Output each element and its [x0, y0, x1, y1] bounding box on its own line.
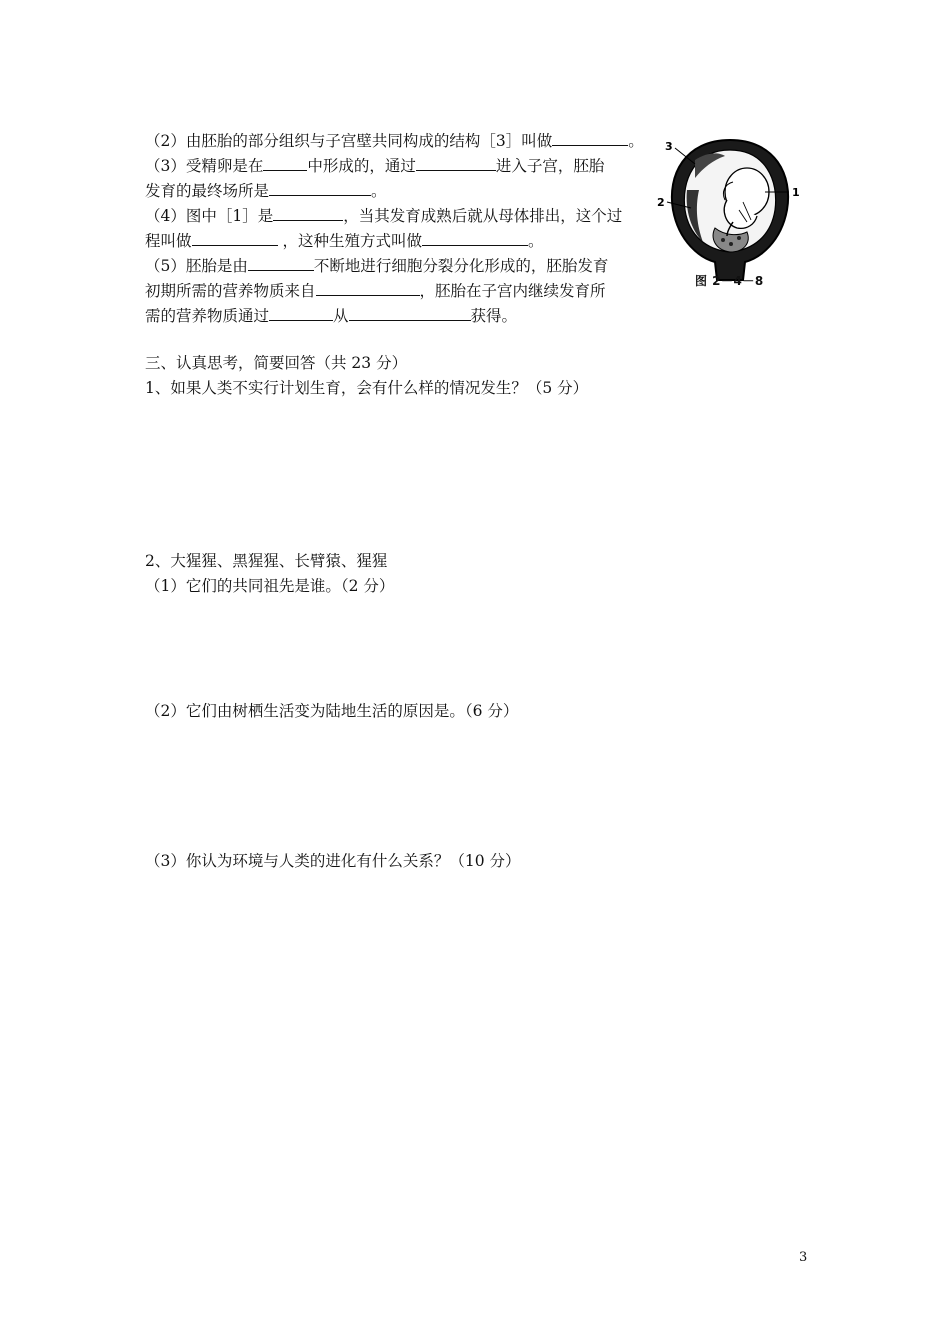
question-text: 程叫做	[145, 232, 192, 250]
question-3-line-1	[145, 155, 604, 176]
question-5-line-2	[145, 280, 606, 301]
section-3-question-2-2: （2）它们由树栖生活变为陆地生活的原因是。（6 分）	[145, 702, 519, 720]
answer-blank[interactable]	[263, 155, 307, 171]
question-text: （4）图中［1］是	[145, 207, 274, 225]
question-4-line-2	[145, 230, 543, 251]
question-text: ，当其发育成熟后就从母体排出，这个过	[343, 207, 623, 225]
question-4-line-1	[145, 205, 622, 226]
question-text: （5）胚胎是由	[145, 257, 248, 275]
question-text: （3）受精卵是在	[145, 157, 264, 175]
fetus-in-uterus-illustration	[655, 130, 805, 290]
label-3: 3	[665, 140, 673, 153]
question-text: 不断地进行细胞分裂分化形成的，胚胎发育	[313, 257, 609, 275]
section-3-question-1: 1、如果人类不实行计划生育，会有什么样的情况发生？（5 分）	[145, 379, 589, 397]
question-5-line-3	[145, 305, 517, 326]
answer-blank[interactable]	[192, 230, 278, 246]
section-3-question-2-3: （3）你认为环境与人类的进化有什么关系？（10 分）	[145, 852, 521, 870]
question-2-line-1	[145, 130, 644, 151]
section-3-question-2: 2、大猩猩、黑猩猩、长臂猿、猩猩	[145, 552, 388, 570]
label-1: 1	[792, 186, 800, 199]
answer-blank[interactable]	[416, 155, 496, 171]
section-3-heading: 三、认真思考，简要回答（共 23 分）	[145, 354, 408, 372]
figure-caption: 图 2－4－8	[695, 274, 764, 288]
answer-blank[interactable]	[273, 205, 343, 221]
question-text: 从	[333, 307, 349, 325]
question-text: 。	[371, 182, 387, 200]
question-text: ，这种生殖方式叫做	[277, 232, 422, 250]
question-5-line-1	[145, 255, 608, 276]
answer-blank[interactable]	[552, 130, 628, 146]
question-text: 。	[628, 132, 644, 150]
section-3-question-2-1: （1）它们的共同祖先是谁。（2 分）	[145, 577, 395, 595]
question-text: 中形成的，通过	[307, 157, 416, 175]
answer-blank[interactable]	[422, 230, 528, 246]
question-text: 初期所需的营养物质来自	[145, 282, 316, 300]
question-text: ，胚胎在子宫内继续发育所	[419, 282, 606, 300]
question-text: 获得。	[470, 307, 518, 325]
label-2: 2	[657, 196, 665, 209]
question-text: 发育的最终场所是	[145, 182, 270, 200]
question-text: 。	[527, 232, 544, 250]
question-3-line-2	[145, 180, 387, 201]
answer-blank[interactable]	[316, 280, 420, 296]
answer-blank[interactable]	[349, 305, 471, 321]
page-number: 3	[799, 1250, 808, 1265]
answer-blank[interactable]	[269, 305, 333, 321]
question-text: 进入子宫，胚胎	[495, 157, 605, 175]
answer-blank[interactable]	[248, 255, 314, 271]
question-text: （2）由胚胎的部分组织与子宫壁共同构成的结构［3］叫做	[145, 132, 553, 150]
answer-blank[interactable]	[269, 180, 371, 196]
question-text: 需的营养物质通过	[145, 307, 270, 325]
